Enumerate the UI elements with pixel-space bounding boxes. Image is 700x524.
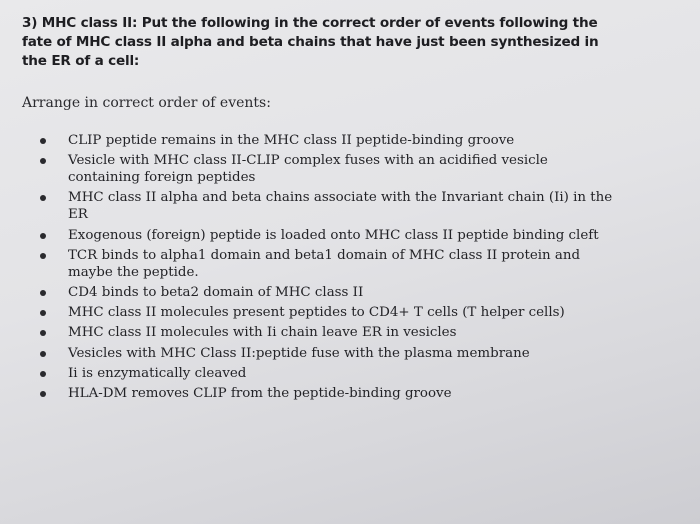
events-list [40, 132, 620, 405]
event-item: MHC class II molecules present peptides to CD4+ T cells (T helper cells) [40, 304, 620, 321]
question-title-line: 3) MHC class II: Put the following in the correct order of events following the [22, 15, 598, 31]
event-item: MHC class II molecules with Ii chain leave ER in vesicles [40, 324, 620, 341]
event-item: Vesicle with MHC class II-CLIP complex fuses with an acidified vesicle containing foreign peptides [40, 152, 620, 186]
event-item: HLA-DM removes CLIP from the peptide-binding groove [40, 385, 620, 402]
event-item: Vesicles with MHC Class II:peptide fuse with the plasma membrane [40, 345, 620, 362]
event-item: Exogenous (foreign) peptide is loaded onto MHC class II peptide binding cleft [40, 227, 620, 244]
event-item: MHC class II alpha and beta chains associate with the Invariant chain (Ii) in the ER [40, 189, 620, 223]
event-item: TCR binds to alpha1 domain and beta1 domain of MHC class II protein and maybe the peptide. [40, 247, 620, 281]
event-item: Ii is enzymatically cleaved [40, 365, 620, 382]
event-item: CLIP peptide remains in the MHC class II peptide-binding groove [40, 132, 620, 149]
event-item: CD4 binds to beta2 domain of MHC class II [40, 284, 620, 301]
instruction-text: Arrange in correct order of events: [22, 95, 271, 111]
question-title-line: the ER of a cell: [22, 53, 140, 69]
question-title [22, 14, 662, 71]
question-title-line: fate of MHC class II alpha and beta chains that have just been synthesized in [22, 34, 599, 50]
